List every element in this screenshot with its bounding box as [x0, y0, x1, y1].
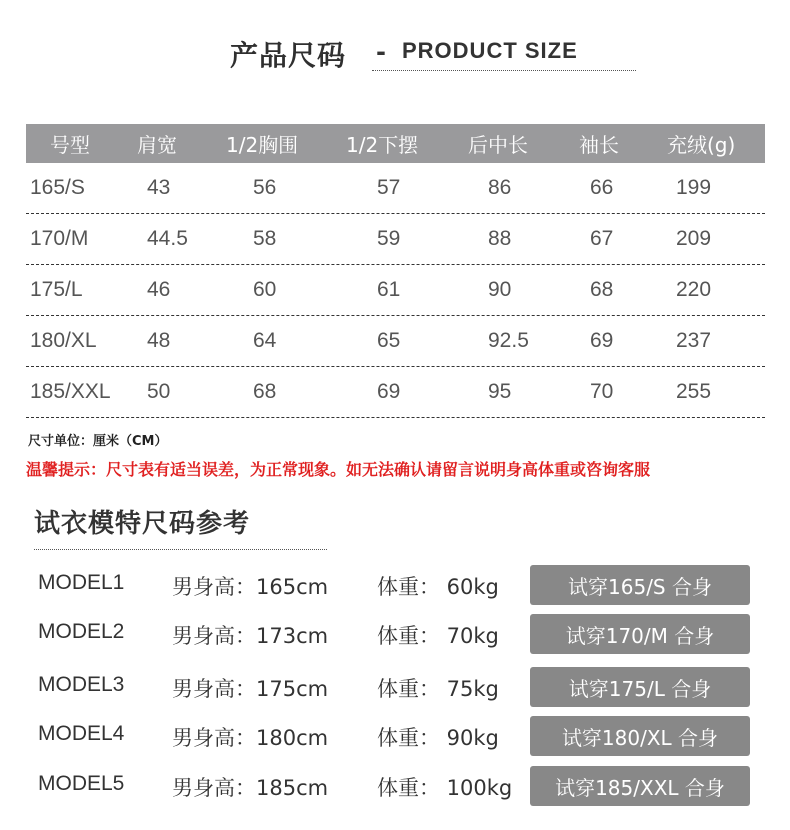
table-cell: 69 [590, 329, 614, 352]
unit-note: 尺寸单位：厘米（CM） [28, 434, 168, 449]
column-header-size: 号型 [50, 133, 90, 157]
table-cell: 95 [488, 380, 512, 403]
table-cell: 175/L [30, 278, 83, 301]
table-cell: 220 [676, 278, 712, 301]
table-cell: 86 [488, 176, 512, 199]
table-row [26, 316, 765, 367]
table-cell: 64 [253, 329, 277, 352]
model-height: 男身高：185cm [172, 776, 329, 800]
table-row [26, 367, 765, 418]
column-header-back-length: 后中长 [468, 133, 528, 157]
fit-badge: 试穿165/S 合身 [530, 565, 750, 605]
model-row [0, 716, 790, 758]
table-cell: 180/XL [30, 329, 97, 352]
table-cell: 48 [147, 329, 171, 352]
table-cell: 92.5 [488, 329, 529, 352]
table-cell: 59 [377, 227, 401, 250]
models-section-title: 试衣模特尺码参考 [34, 509, 251, 539]
tip-note: 温馨提示：尺寸表有适当误差，为正常现象。如无法确认请留言说明身高体重或咨询客服 [26, 460, 651, 479]
table-cell: 58 [253, 227, 277, 250]
page-title-english: PRODUCT SIZE [402, 38, 578, 63]
size-table [26, 124, 765, 418]
model-row [0, 614, 790, 656]
table-cell: 185/XXL [30, 380, 111, 403]
header-underline [372, 70, 636, 71]
table-cell: 66 [590, 176, 614, 199]
model-name: MODEL1 [38, 571, 125, 594]
model-name: MODEL4 [38, 722, 125, 745]
table-cell: 60 [253, 278, 277, 301]
table-cell: 57 [377, 176, 401, 199]
model-weight: 体重： 60kg [377, 575, 499, 599]
model-height: 男身高：180cm [172, 726, 329, 750]
model-name: MODEL2 [38, 620, 125, 643]
column-header-down-fill: 充绒(g) [667, 133, 736, 157]
table-row [26, 265, 765, 316]
table-cell: 43 [147, 176, 171, 199]
model-height: 男身高：173cm [172, 624, 329, 648]
column-header-half-hem: 1/2下摆 [346, 133, 419, 157]
table-cell: 90 [488, 278, 512, 301]
model-weight: 体重： 90kg [377, 726, 499, 750]
models-title-underline [34, 549, 327, 550]
title-separator: - [376, 38, 386, 66]
table-cell: 255 [676, 380, 712, 403]
table-cell: 56 [253, 176, 277, 199]
table-cell: 65 [377, 329, 401, 352]
table-cell: 170/M [30, 227, 89, 250]
table-cell: 209 [676, 227, 712, 250]
table-cell: 46 [147, 278, 171, 301]
fit-badge: 试穿175/L 合身 [530, 667, 750, 707]
table-cell: 67 [590, 227, 614, 250]
table-header-row [26, 124, 765, 163]
model-height: 男身高：175cm [172, 677, 329, 701]
fit-badge: 试穿170/M 合身 [530, 614, 750, 654]
model-name: MODEL3 [38, 673, 125, 696]
model-weight: 体重： 100kg [377, 776, 513, 800]
table-cell: 88 [488, 227, 512, 250]
column-header-shoulder: 肩宽 [137, 133, 177, 157]
table-cell: 199 [676, 176, 712, 199]
table-cell: 237 [676, 329, 712, 352]
table-row [26, 214, 765, 265]
table-row [26, 163, 765, 214]
model-name: MODEL5 [38, 772, 125, 795]
table-cell: 165/S [30, 176, 85, 199]
table-cell: 68 [253, 380, 277, 403]
table-cell: 61 [377, 278, 401, 301]
table-cell: 44.5 [147, 227, 188, 250]
page-title: 产品尺码 [230, 39, 347, 72]
table-cell: 69 [377, 380, 401, 403]
model-height: 男身高：165cm [172, 575, 329, 599]
table-cell: 50 [147, 380, 171, 403]
model-row [0, 667, 790, 709]
table-cell: 70 [590, 380, 614, 403]
model-row [0, 766, 790, 808]
fit-badge: 试穿185/XXL 合身 [530, 766, 750, 806]
column-header-half-chest: 1/2胸围 [226, 133, 299, 157]
table-cell: 68 [590, 278, 614, 301]
model-row [0, 565, 790, 607]
fit-badge: 试穿180/XL 合身 [530, 716, 750, 756]
model-weight: 体重： 75kg [377, 677, 499, 701]
model-weight: 体重： 70kg [377, 624, 499, 648]
column-header-sleeve: 袖长 [579, 133, 619, 157]
